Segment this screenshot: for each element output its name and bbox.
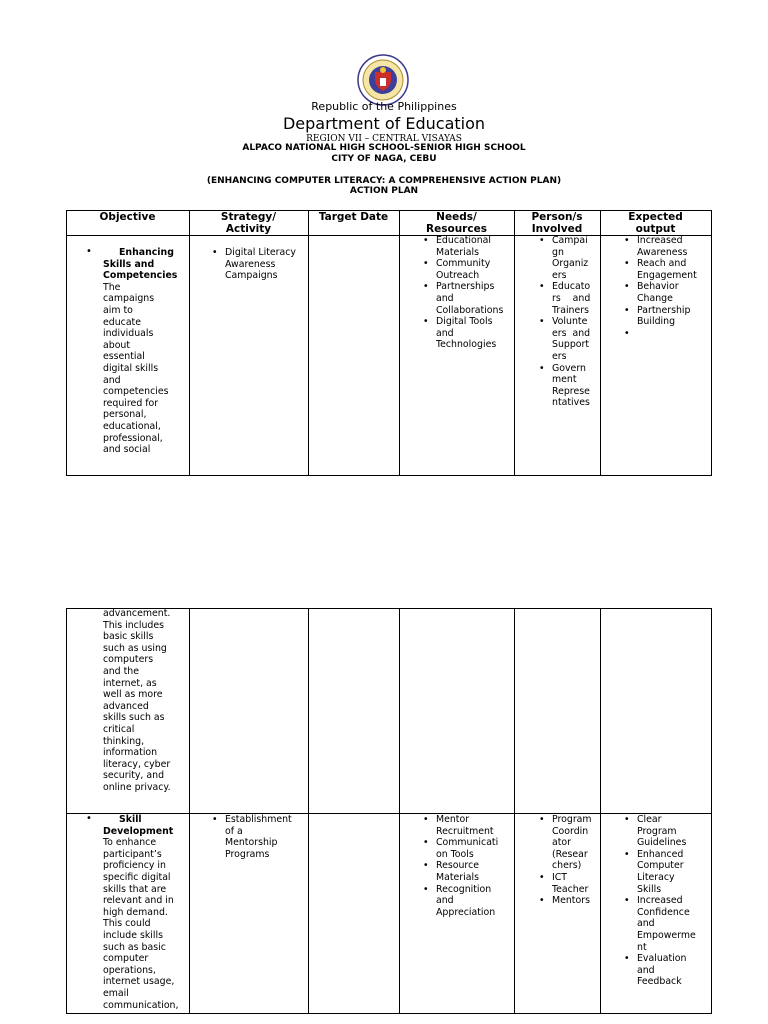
persons-item <box>537 872 599 895</box>
needs-item <box>421 258 513 281</box>
needs-line: • Community <box>436 258 491 270</box>
expected-line: and <box>637 964 655 976</box>
objective-text-line: well as more <box>103 689 163 701</box>
expected-item <box>622 849 710 895</box>
objective-text-line: participant’s <box>103 848 162 860</box>
expected-item <box>622 328 710 340</box>
strategy-item <box>210 247 306 282</box>
objective-text-line: high demand. <box>103 906 168 918</box>
objective-text-line: This includes <box>103 619 164 631</box>
expected-line: • Clear <box>637 814 662 825</box>
objective-title-line: Competencies <box>103 270 178 282</box>
bullet-icon: • <box>86 813 92 824</box>
action-plan-table-page2 <box>66 608 712 1014</box>
expected-line: • Increased <box>637 235 683 246</box>
persons-line: Support <box>552 339 590 351</box>
expected-line: Awareness <box>637 246 688 258</box>
expected-list-2 <box>622 814 710 988</box>
strategy-line: Awareness <box>225 258 276 270</box>
objective-cell-2 <box>103 814 189 1011</box>
objective-text-line: communication, <box>103 999 179 1011</box>
objective-text-line: essential <box>103 351 145 363</box>
expected-line: Guidelines <box>637 837 687 849</box>
persons-line: Trainers <box>552 304 589 316</box>
persons-line: • Govern <box>552 362 586 374</box>
objective-text-line: literacy, cyber <box>103 758 171 770</box>
objective-text-line: digital skills <box>103 362 159 374</box>
objective-text-line: relevant and in <box>103 895 174 907</box>
bullet-icon: • <box>86 246 92 257</box>
expected-line: and <box>637 918 655 930</box>
objective-text-line: educate <box>103 316 142 328</box>
persons-line: Organiz <box>552 258 589 270</box>
header-expected-line1: Expected <box>628 211 683 223</box>
needs-item <box>421 235 513 258</box>
expected-item <box>622 258 710 281</box>
expected-line: Empowerme <box>637 929 696 941</box>
strategy-list-2 <box>210 814 306 860</box>
header-persons-line1: Person/s <box>531 211 583 223</box>
persons-line: rs and <box>552 292 591 304</box>
needs-item <box>421 316 513 351</box>
objective-text-line: To enhance <box>103 837 157 849</box>
persons-line: • Educato <box>552 281 591 293</box>
needs-line: Materials <box>436 871 479 883</box>
header-expected-line2: output <box>635 223 676 235</box>
expected-line: Literacy <box>637 871 675 883</box>
expected-line: • Increased <box>637 895 683 907</box>
objective-text-line: computers <box>103 654 154 666</box>
expected-line: Computer <box>637 860 684 872</box>
strategy-line: Campaigns <box>225 270 278 282</box>
needs-line: Materials <box>436 246 479 258</box>
expected-line <box>637 328 710 340</box>
persons-item <box>537 281 599 316</box>
header-needs-line2: Resources <box>426 223 487 235</box>
persons-item <box>537 895 599 907</box>
needs-item <box>421 860 513 883</box>
needs-line: • Communicati <box>436 837 499 849</box>
expected-line: • Behavior <box>637 281 679 293</box>
strategy-line: • Digital Literacy <box>225 247 296 258</box>
expected-line: • Evaluation <box>637 953 687 965</box>
needs-item <box>421 814 513 837</box>
objective-text-line: campaigns <box>103 293 155 305</box>
header-strategy-line1: Strategy/ <box>220 211 277 223</box>
needs-line: • Resource <box>436 860 479 872</box>
objective-text-line: aim to <box>103 304 133 316</box>
expected-line: Program <box>637 825 677 837</box>
objective-text-line: critical <box>103 723 135 735</box>
objective-cell-1 <box>103 247 187 456</box>
needs-list-2 <box>421 814 513 918</box>
objective-text-line: specific digital <box>103 871 171 883</box>
objective-title-line: Skill <box>119 814 142 825</box>
objective-text-line: such as using <box>103 642 167 654</box>
needs-line: Recruitment <box>436 825 494 837</box>
objective-title-line: Development <box>103 825 174 837</box>
expected-item <box>622 814 710 849</box>
needs-line: on Tools <box>436 848 474 860</box>
objective-cell-1-continued <box>103 608 189 794</box>
persons-line: ers <box>552 269 567 281</box>
strategy-line: Mentorship <box>225 837 278 849</box>
persons-line: Coordin <box>552 825 589 837</box>
expected-line: Building <box>637 316 676 328</box>
needs-line: Technologies <box>436 339 497 351</box>
objective-text-line: such as basic <box>103 941 166 953</box>
objective-text-line: skills such as <box>103 712 165 724</box>
region-label: REGION VII – CENTRAL VISAYAS <box>306 134 462 144</box>
persons-list-2 <box>537 814 599 907</box>
school-name: ALPACO NATIONAL HIGH SCHOOL-SENIOR HIGH SCHOOL <box>242 143 526 153</box>
needs-line: • Educational <box>436 235 492 246</box>
plan-subtitle: ACTION PLAN <box>349 186 419 196</box>
objective-text-line: skills that are <box>103 883 167 895</box>
persons-line: (Resear <box>552 848 588 860</box>
objective-text-line: include skills <box>103 929 163 941</box>
needs-list-1 <box>421 235 513 351</box>
needs-item <box>421 837 513 860</box>
department-title: Department of Education <box>282 114 486 133</box>
needs-line: • Partnerships <box>436 281 495 293</box>
needs-line: and <box>436 895 454 907</box>
persons-line: • Campai <box>552 235 588 246</box>
needs-line: Outreach <box>436 269 480 281</box>
objective-text-line: This could <box>103 918 151 930</box>
persons-item <box>537 235 599 281</box>
expected-line: Engagement <box>637 269 697 281</box>
plan-title: (ENHANCING COMPUTER LITERACY: A COMPREHENSIVE ACTION PLAN) <box>206 176 562 186</box>
needs-line: Collaborations <box>436 304 504 316</box>
strategy-line: of a <box>225 825 243 837</box>
needs-line: • Digital Tools <box>436 316 493 328</box>
persons-line: ment <box>552 374 577 386</box>
needs-line: and <box>436 327 454 339</box>
strategy-line: Programs <box>225 848 270 860</box>
persons-line: ers <box>552 350 567 362</box>
expected-line: Confidence <box>637 906 690 918</box>
objective-text-line: email <box>103 987 129 999</box>
objective-text-line: and social <box>103 444 151 456</box>
persons-line: chers) <box>552 860 582 872</box>
header-target-date: Target Date <box>318 211 389 223</box>
city-label: CITY OF NAGA, CEBU <box>331 154 437 164</box>
persons-line: Represe <box>552 385 590 397</box>
expected-line: Feedback <box>637 976 682 988</box>
objective-title-line: Enhancing <box>119 247 174 258</box>
objective-text-line: The <box>103 281 121 293</box>
persons-line: ntatives <box>552 397 590 409</box>
needs-item <box>421 281 513 316</box>
persons-line: gn <box>552 246 564 258</box>
persons-item <box>537 363 599 409</box>
objective-text-line: proficiency in <box>103 860 166 872</box>
objective-text-line: advanced <box>103 700 149 712</box>
objective-text-line: competencies <box>103 386 169 398</box>
objective-text-line: computer <box>103 953 149 965</box>
objective-text-line: internet usage, <box>103 976 175 988</box>
objective-text-line: and <box>103 374 121 386</box>
expected-item <box>622 235 710 258</box>
objective-text-line: advancement. <box>103 608 171 619</box>
republic-label: Republic of the Philippines <box>311 100 457 113</box>
needs-line: • Recognition <box>436 883 492 895</box>
header-strategy-line2: Activity <box>225 223 272 235</box>
needs-line: and <box>436 292 454 304</box>
persons-line: • Mentors <box>552 895 590 907</box>
persons-line: Teacher <box>552 883 589 895</box>
objective-text-line: internet, as <box>103 677 157 689</box>
expected-line: Change <box>637 292 673 304</box>
objective-text-line: security, and <box>103 770 165 782</box>
expected-line: nt <box>637 941 647 953</box>
persons-list-1 <box>537 235 599 409</box>
objective-text-line: personal, <box>103 409 147 421</box>
objective-title-line: Skills and <box>103 258 155 270</box>
header-persons-line2: Involved <box>531 223 583 235</box>
expected-line: • Enhanced <box>637 848 684 860</box>
strategy-line: • Establishment <box>225 814 292 825</box>
objective-text-line: individuals <box>103 328 154 340</box>
objective-text-line: online privacy. <box>103 781 171 793</box>
header-objective: Objective <box>99 211 156 223</box>
strategy-item <box>210 814 306 860</box>
expected-line: • Partnership <box>637 304 691 316</box>
persons-line: • Volunte <box>552 316 588 328</box>
persons-line: ator <box>552 837 572 849</box>
strategy-list-1 <box>210 247 306 282</box>
expected-item <box>622 953 710 988</box>
objective-text-line: operations, <box>103 964 156 976</box>
objective-text-line: educational, <box>103 420 161 432</box>
action-plan-table-page1 <box>66 210 712 476</box>
needs-line: • Mentor <box>436 814 470 825</box>
needs-line: Appreciation <box>436 906 496 918</box>
objective-text-line: basic skills <box>103 631 154 643</box>
objective-text-line: professional, <box>103 432 163 444</box>
deped-seal-icon <box>356 54 410 106</box>
persons-line: ers and <box>552 327 591 339</box>
needs-item <box>421 884 513 919</box>
objective-text-line: about <box>103 339 131 351</box>
persons-item <box>537 814 599 872</box>
persons-item <box>537 316 599 362</box>
expected-line: Skills <box>637 883 662 895</box>
objective-text-line: and the <box>103 665 140 677</box>
expected-item <box>622 281 710 304</box>
objective-text-line: thinking, <box>103 735 145 747</box>
expected-item <box>622 895 710 953</box>
expected-line: • Reach and <box>637 258 687 270</box>
objective-text-line: information <box>103 747 158 759</box>
objective-text-line: required for <box>103 397 159 409</box>
header-needs-line1: Needs/ <box>436 211 477 223</box>
expected-list-1 <box>622 235 710 339</box>
persons-line: • ICT <box>552 871 568 883</box>
persons-line: • Program <box>552 814 592 825</box>
expected-item <box>622 305 710 328</box>
